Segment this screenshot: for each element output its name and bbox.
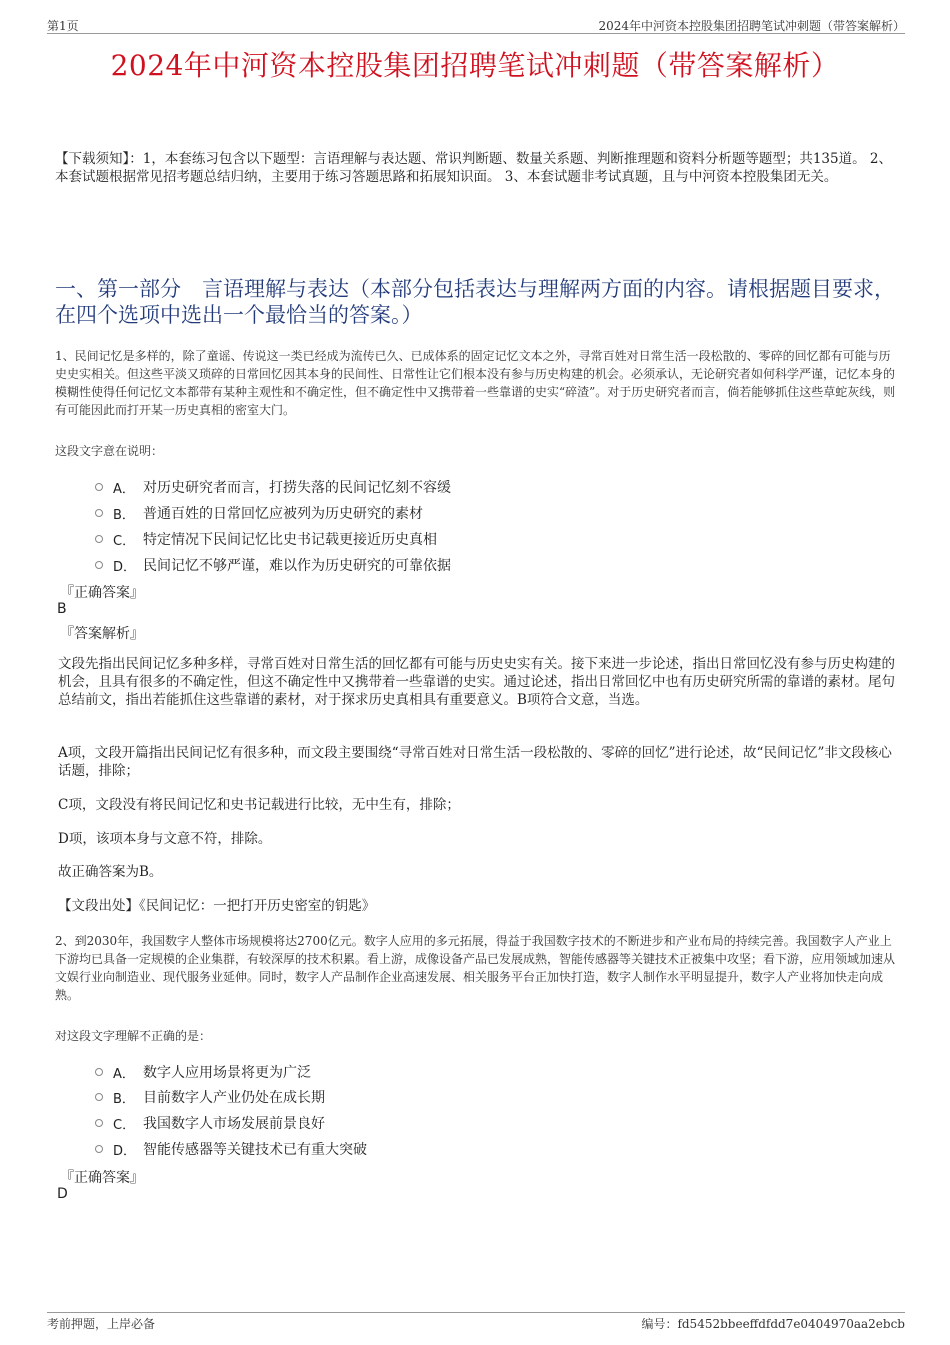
option-text: 对历史研究者而言，打捞失落的民间记忆刻不容缓 (143, 480, 451, 496)
question-1-analysis-para: 故正确答案为B。 (58, 864, 163, 880)
radio-icon[interactable] (95, 561, 103, 569)
option-letter: A． (113, 481, 135, 497)
footer-divider (47, 1312, 905, 1313)
radio-icon[interactable] (95, 509, 103, 517)
page-number: 第1页 (47, 19, 79, 33)
question-1-analysis-para: D项，该项本身与文意不符，排除。 (58, 831, 272, 847)
question-1-option-c[interactable] (95, 529, 437, 549)
question-1-analysis-para: 文段先指出民间记忆多种多样，寻常百姓对日常生活的回忆都有可能与历史史实有关。接下来进一步论述，指出日常回忆没有参与历史构建的机会，且具有很多的不确定性，但这不确定性中又携带着一些靠谱的史实。通过论述，指出日常回忆中也有历史研究所需的靠谱的素材。尾句总结前文，指出若能抓住这些靠谱的素材，对于探求历史真相具有重要意义。B项符合文意，当选。 (58, 656, 895, 708)
header-divider (47, 33, 905, 34)
radio-icon[interactable] (95, 1068, 103, 1076)
option-text: 数字人应用场景将更为广泛 (143, 1065, 311, 1081)
option-letter: A． (113, 1066, 135, 1082)
question-1-analysis-para: C项，文段没有将民间记忆和史书记载进行比较，无中生有，排除； (58, 797, 460, 813)
question-1-passage: 1、民间记忆是多样的，除了童谣、传说这一类已经成为流传已久、已成体系的固定记忆文本之外，寻常百姓对日常生活一段松散的、零碎的回忆都有可能与历史史实相关。但这些平淡又琐碎的日常回忆因其本身的民间性、日常性让它们根本没有参与历史构建的机会。必须承认，无论研究者如何科学严谨，记忆本身的模糊性使得任何记忆文本都带有某种主观性和不确定性，但不确定性中又携带着一些靠谱的史实“碎渣”。对于历史研究者而言，倘若能够抓住这些草蛇灰线，则有可能因此而打开某一历史真相的密室大门。 (55, 349, 896, 417)
question-1-option-b[interactable] (95, 503, 423, 523)
option-letter: D． (113, 1143, 137, 1159)
option-text: 智能传感器等关键技术已有重大突破 (143, 1142, 367, 1158)
question-2-answer: D (57, 1186, 68, 1202)
running-header-title: 2024年中河资本控股集团招聘笔试冲刺题（带答案解析） (598, 19, 905, 33)
option-letter: C． (113, 533, 136, 549)
question-2-option-a[interactable] (95, 1062, 311, 1082)
question-1-option-a[interactable] (95, 477, 451, 497)
question-1-analysis-label: 『答案解析』 (60, 626, 144, 642)
question-1-source: 【文段出处】《民间记忆：一把打开历史密室的钥匙》 (58, 898, 376, 914)
option-text: 目前数字人产业仍处在成长期 (143, 1090, 325, 1106)
question-1-answer: B (57, 601, 67, 617)
question-1-analysis-para: A项，文段开篇指出民间记忆有很多种，而文段主要围绕“寻常百姓对日常生活一段松散的、零碎的回忆”进行论述，故“民间记忆”非文段核心话题，排除； (58, 745, 892, 779)
radio-icon[interactable] (95, 1093, 103, 1101)
option-text: 普通百姓的日常回忆应被列为历史研究的素材 (143, 506, 423, 522)
footer-serial: 编号：fd5452bbeeffdfdd7e0404970aa2ebcb (641, 1317, 905, 1331)
radio-icon[interactable] (95, 535, 103, 543)
question-2-option-c[interactable] (95, 1113, 325, 1133)
question-1-option-d[interactable] (95, 555, 451, 575)
option-letter: B． (113, 1091, 135, 1107)
option-text: 民间记忆不够严谨，难以作为历史研究的可靠依据 (143, 558, 451, 574)
question-1-stem: 这段文字意在说明： (55, 444, 164, 458)
question-2-option-d[interactable] (95, 1139, 367, 1159)
option-letter: B． (113, 507, 135, 523)
footer-slogan: 考前押题，上岸必备 (47, 1317, 156, 1331)
option-letter: D． (113, 559, 137, 575)
question-2-option-b[interactable] (95, 1087, 325, 1107)
option-text: 我国数字人市场发展前景良好 (143, 1116, 325, 1132)
question-2-answer-label: 『正确答案』 (60, 1170, 144, 1186)
radio-icon[interactable] (95, 1145, 103, 1153)
question-2-passage: 2、到2030年，我国数字人整体市场规模将达2700亿元。数字人应用的多元拓展，得益于我国数字技术的不断进步和产业布局的持续完善。我国数字人产业上下游均已具备一定规模的企业集群，有较深厚的技术积累。看上游，成像设备产品已发展成熟，智能传感器等关键技术正被集中攻坚；看下游，应用领域加速从文娱行业向制造业、现代服务业延伸。同时，数字人产品制作企业高速发展、相关服务平台正加快打造，数字人制作水平明显提升，数字人产业将加快走向成熟。 (55, 934, 896, 1002)
question-1-answer-label: 『正确答案』 (60, 585, 144, 601)
option-text: 特定情况下民间记忆比史书记载更接近历史真相 (143, 532, 437, 548)
document-title: 2024年中河资本控股集团招聘笔试冲刺题（带答案解析） (110, 49, 840, 82)
radio-icon[interactable] (95, 1119, 103, 1127)
question-2-stem: 对这段文字理解不正确的是： (55, 1029, 212, 1043)
download-notice: 【下载须知】：1，本套练习包含以下题型：言语理解与表达题、常识判断题、数量关系题、判断推理题和资料分析题等题型；共135道。 2、本套试题根据常见招考题总结归纳，主要用于练习答题思路和拓展知识面。 3、本套试题非考试真题，且与中河资本控股集团无关。 (55, 151, 892, 185)
section-heading: 一、第一部分 言语理解与表达（本部分包括表达与理解两方面的内容。请根据题目要求，在四个选项中选出一个最恰当的答案。） (55, 277, 895, 327)
radio-icon[interactable] (95, 483, 103, 491)
option-letter: C． (113, 1117, 136, 1133)
